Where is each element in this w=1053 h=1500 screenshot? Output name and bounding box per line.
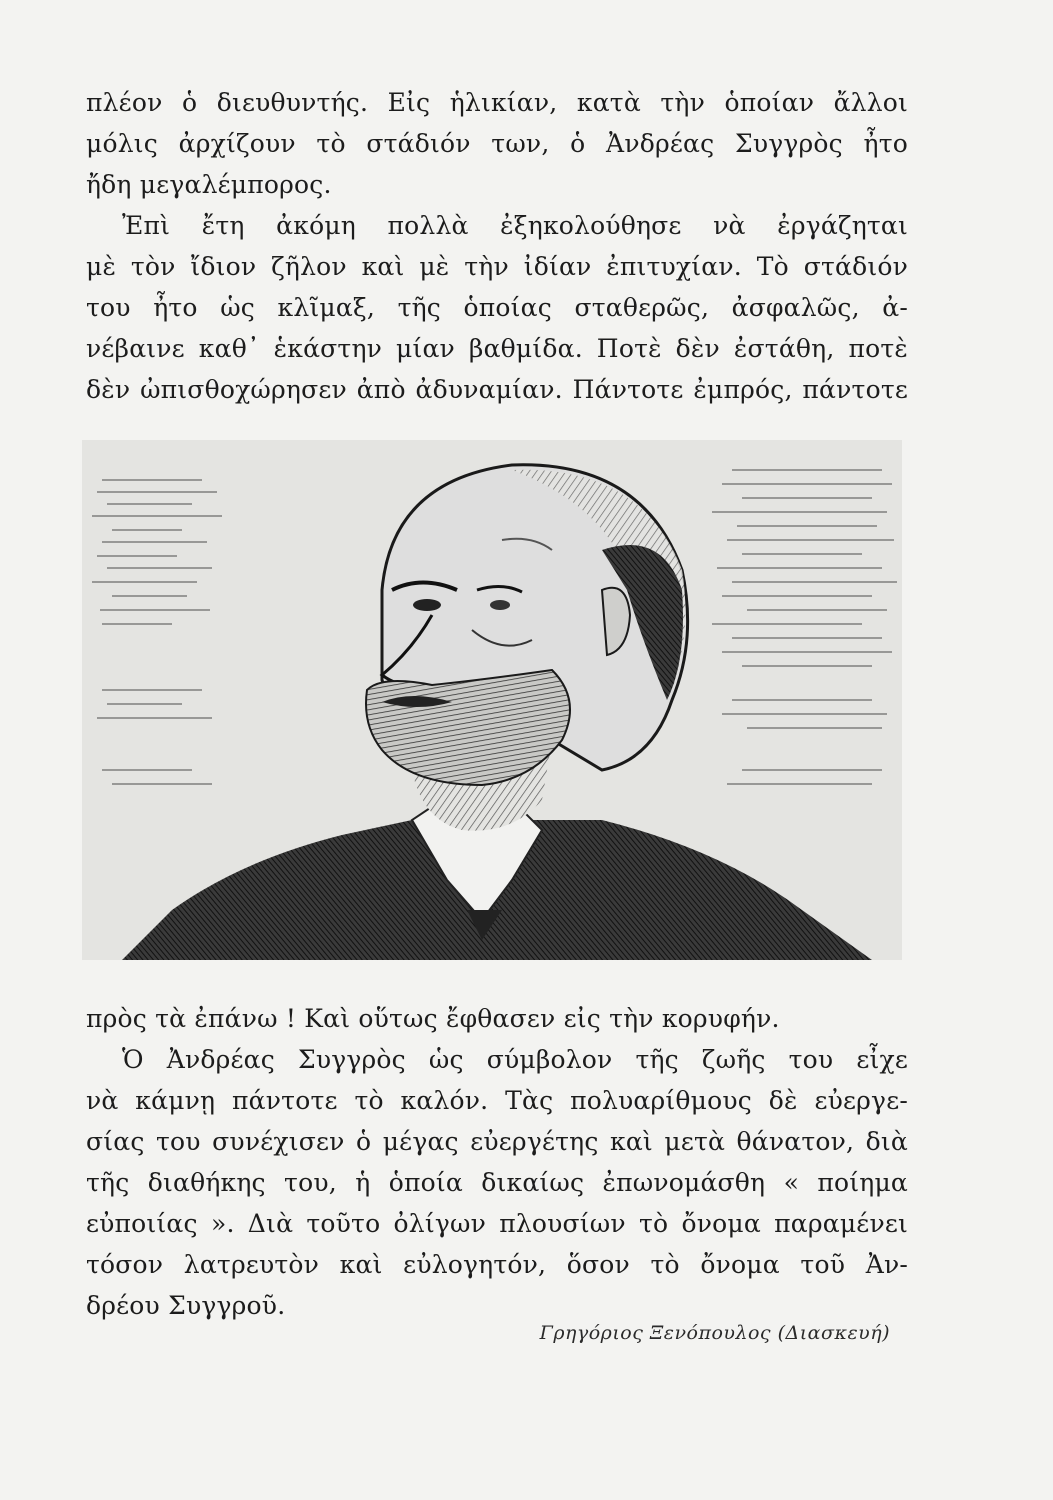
portrait-drawing — [82, 440, 902, 960]
text-line: νέβαινε καθ᾽ ἑκάστην μίαν βαθμίδα. Ποτὲ δὲν ἐστάθη, ποτὲ — [86, 334, 908, 363]
text-line: τῆς διαθήκης του, ἡ ὁποία δικαίως ἐπωνομάσθη « ποίημα — [86, 1168, 908, 1197]
text-line: σίας του συνέχισεν ὁ μέγας εὐεργέτης καὶ μετὰ θάνατον, διὰ — [86, 1127, 908, 1156]
text-line: του ἦτο ὡς κλῖμαξ, τῆς ὁποίας σταθερῶς, ἀσφαλῶς, ἀ- — [86, 293, 908, 322]
text-line: ἤδη μεγαλέμπορος. — [86, 170, 332, 199]
text-line: δρέου Συγγροῦ. — [86, 1291, 286, 1320]
text-line: μόλις ἀρχίζουν τὸ στάδιόν των, ὁ Ἀνδρέας Συγγρὸς ἦτο — [86, 129, 908, 158]
paragraph-bottom — [86, 998, 908, 1326]
text-line: Ἐπὶ ἔτη ἀκόμη πολλὰ ἐξηκολούθησε νὰ ἐργάζηται — [122, 211, 908, 240]
portrait-engraving — [82, 440, 902, 960]
text-line: νὰ κάμνῃ πάντοτε τὸ καλόν. Τὰς πολυαρίθμους δὲ εὐεργε- — [86, 1086, 908, 1115]
author-attribution: Γρηγόριος Ξενόπουλος (Διασκευή) — [539, 1322, 890, 1344]
paragraph-top — [86, 82, 908, 410]
text-line: Ὁ Ἀνδρέας Συγγρὸς ὡς σύμβολον τῆς ζωῆς του εἶχε — [122, 1045, 908, 1074]
text-line: πρὸς τὰ ἐπάνω ! Καὶ οὕτως ἔφθασεν εἰς τὴν κορυφήν. — [86, 1004, 780, 1033]
text-line: δὲν ὠπισθοχώρησεν ἀπὸ ἀδυναμίαν. Πάντοτε ἐμπρός, πάντοτε — [86, 375, 908, 404]
text-line: εὐποιίας ». Διὰ τοῦτο ὀλίγων πλουσίων τὸ ὄνομα παραμένει — [86, 1209, 908, 1238]
text-line: μὲ τὸν ἴδιον ζῆλον καὶ μὲ τὴν ἰδίαν ἐπιτυχίαν. Τὸ στάδιόν — [86, 252, 908, 281]
text-line: πλέον ὁ διευθυντής. Εἰς ἡλικίαν, κατὰ τὴν ὁποίαν ἄλλοι — [86, 88, 908, 117]
text-line: τόσον λατρευτὸν καὶ εὐλογητόν, ὅσον τὸ ὄνομα τοῦ Ἀν- — [86, 1250, 908, 1279]
